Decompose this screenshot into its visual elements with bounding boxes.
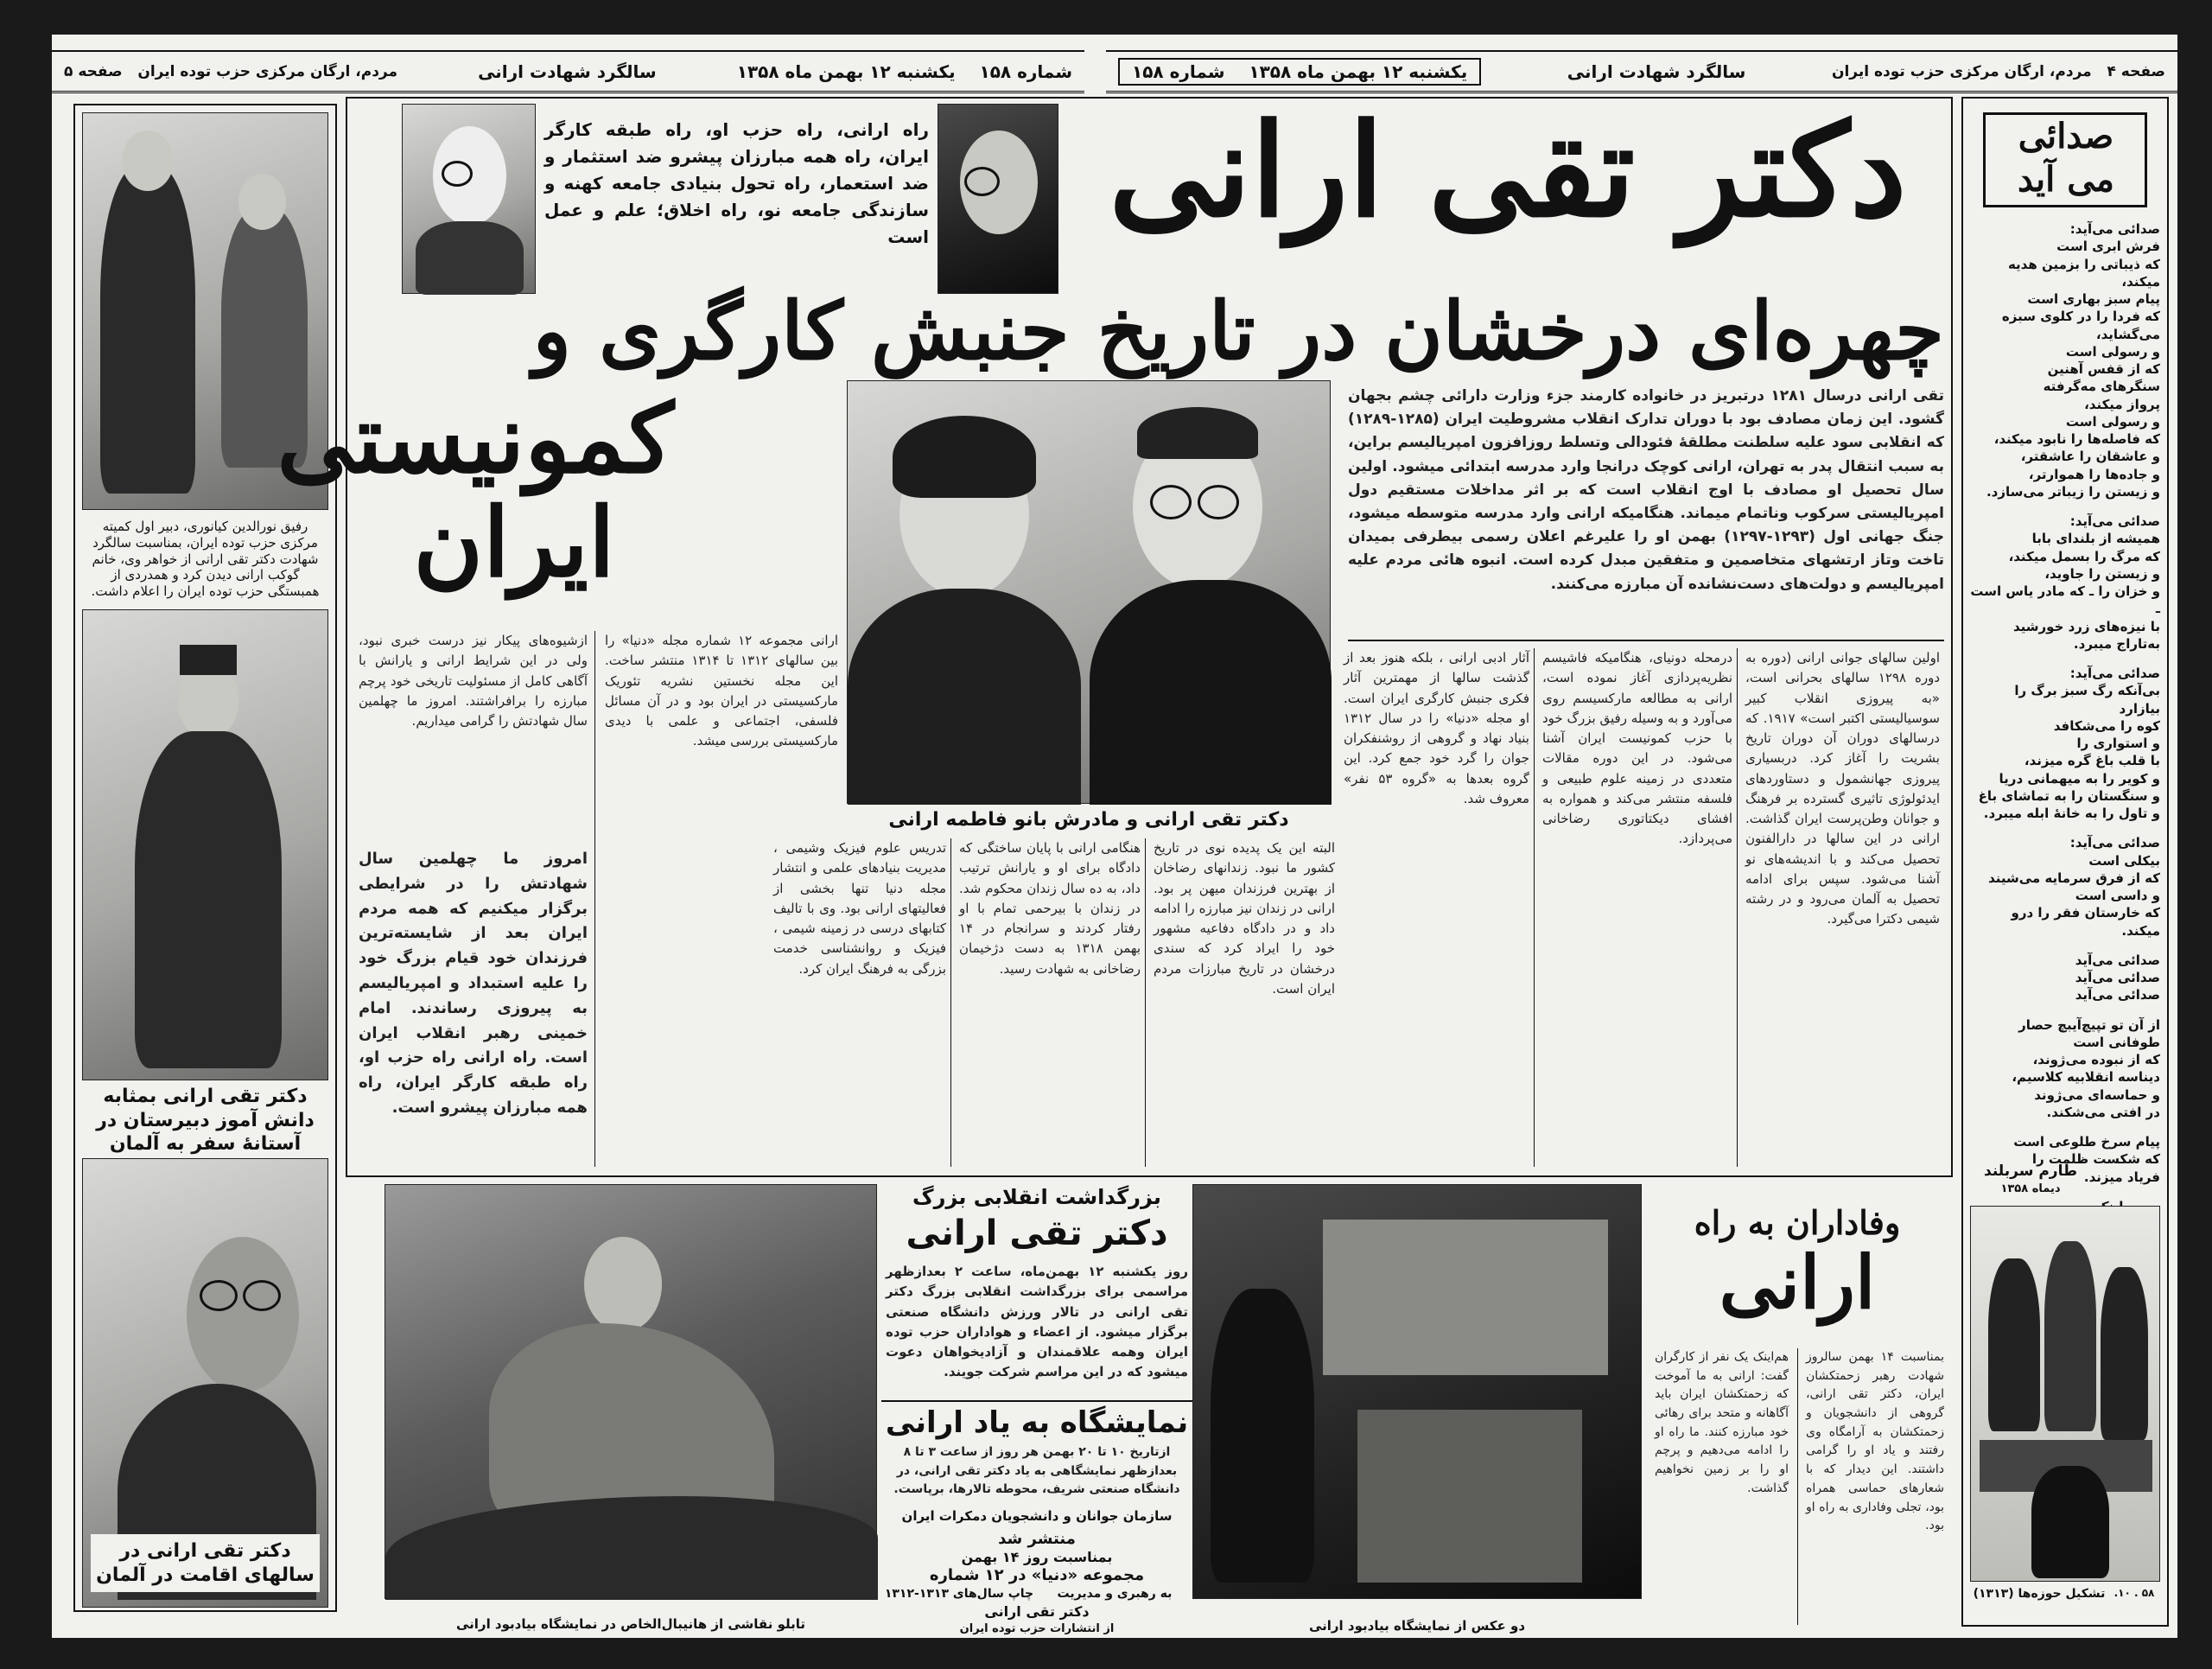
painting-arani [385, 1184, 877, 1599]
woodcut-figure-3 [2101, 1267, 2148, 1440]
photo-student-arani [82, 609, 328, 1080]
poem-stanza: از آن تو تپیچ‌آیبچ حصار طوفانی است که از نبوده می‌ژوند، دیناسه انقلابیه کلاسیم، و حماسه‌ای می‌ژوند در افتی می‌شکند. [2012, 1016, 2160, 1120]
left-photo-1-caption: رفیق نورالدین کیانوری، دبیر اول کمیته مرکزی حزب توده ایران، بمناسبت سالگرد شهادت دکتر تقی ارانی از خواهر وی، خانم گوکب ارانی دیدن کرد و همدردی از همبستگی حزب توده ایران را اعلام داشت. [91, 519, 320, 599]
poem-author: طارم سربلند [1984, 1163, 2077, 1180]
woodcut-figure-4 [2031, 1466, 2109, 1578]
header-left-title: مردم، ارگان مرکزی حزب توده ایران [137, 62, 398, 80]
poem-title-box [1983, 112, 2147, 207]
photo-arani-and-mother [847, 380, 1331, 804]
glasses-right-icon [243, 1280, 281, 1311]
painting-caption: تابلو نقاشی از هانیبال‌الخاص در نمایشگاه بیادبود ارانی [455, 1616, 805, 1632]
text-column-5: هنگامی ارانی با پایان ساختگی که دادگاه برای او و یارانش ترتیب داد، به ده سال زندان محکوم شد. در زندان با بیرحمی تمام با او رفتار کردند و سرانجام در ۱۴ بهمن ۱۳۱۸ به دست دژخیمان رضاخانی به شهادت رسید. [959, 840, 1141, 977]
poem-stanza: صدائی می‌آید صدائی می‌آید صدائی می‌آید [2075, 952, 2160, 1003]
loyal-title-2: ارانی [1719, 1239, 1876, 1325]
loyal-title-1: وفاداران به راه [1694, 1203, 1901, 1242]
header-right-date-box [1118, 58, 1481, 86]
poem-stanza: صدائی می‌آید: بی‌آنکه رگ سبز برگ را بیازارد کوه را می‌شکافد و استواری را با قلب باغ گره میزند، و کویر را به میهمانی دریا و سنگستان را به تماشای باغ و تاول را به خانهٔ ابله میبرد. [1978, 666, 2160, 821]
header-left-anniv: سالگرد شهادت ارانی [478, 61, 657, 82]
dress-mother [848, 589, 1081, 805]
suit-arani [1090, 580, 1332, 805]
col-divider-1 [1737, 648, 1738, 1167]
quote-text: راه ارانی، راه حزب او، راه طبقه کارگر ایران، راه همه مبارزان پیشرو ضد استثمار و ضد استعمار، راه تحول بنیادی جامعه کهنه و سازندگی جامعه نو، راه اخلاق؛ علم و عمل است [544, 119, 929, 247]
poem-title-2: می آید [2018, 159, 2114, 200]
hair-mother [893, 416, 1036, 498]
published-7: از انتشارات حزب توده ایران [959, 1622, 1115, 1635]
header-left-page: صفحه ۵ [64, 62, 123, 80]
exhibit-panel [1357, 1410, 1582, 1583]
headline-subtitle-1: چهره‌ای درخشان در تاریخ جنبش کارگری و [532, 284, 1944, 378]
header-left-date-box [737, 61, 1072, 82]
text-column-3: آثار ادبی ارانی ، بلکه هنوز بعد از گذشت سالها از مهمترین آثار فکری جنبش کارگری ایران است. او مجله «دنیا» را در سال ۱۳۱۲ بنیاد نهاد و گروهی از روشنفکران جوان را گرد خود جمع کرد. این گروه بعدها به «گروه ۵۳ نفر» معروف شد. [1344, 650, 1529, 806]
intro-rule [1348, 640, 1944, 641]
announce-title-2: دکتر تقی ارانی [906, 1214, 1168, 1253]
headline-subtitle-3: ایران [413, 487, 615, 598]
loyal-divider [1797, 1348, 1798, 1625]
painting-face [584, 1237, 662, 1332]
text-column-2: درمحله دونیای، هنگامیکه فاشیسم نظریه‌پردازی آغاز نموده است، ارانی به مطالعه مارکسیسم روی می‌آورد و به وسیله رفیق بزرگ خود با حزب کمونیست ایران آشنا می‌شود. در این دوره مقالات متعددی در زمینه علوم طبیعی و فلسفه منتشر می‌کند و همواره به افشای دیکتاتوری رضاخانی می‌پردازد. [1542, 650, 1732, 847]
woodcut-figure-1 [1988, 1258, 2040, 1431]
col-divider-2 [1534, 648, 1535, 1167]
announce-rule [881, 1400, 1192, 1402]
exhibit-mural [1323, 1220, 1608, 1375]
announce-title-1: بزرگداشت انقلابی بزرگ [912, 1185, 1161, 1209]
exhibit-org: سازمان جوانان و دانشجویان دمکرات ایران [901, 1508, 1173, 1524]
portrait-arani-1 [938, 104, 1058, 294]
arani-glasses-right-icon [1198, 485, 1239, 519]
published-1: منتشر شد [998, 1530, 1076, 1548]
header-right-anniv: سالگرد شهادت ارانی [1567, 61, 1746, 82]
headline-name: دکتر تقی ارانی [1109, 95, 1907, 245]
exhibit-title: نمایشگاه به یاد ارانی [885, 1405, 1189, 1440]
poem-date: دیماه ۱۳۵۸ [2000, 1182, 2061, 1195]
face-germany [187, 1237, 299, 1392]
loyal-text-2: هم‌اینک یک نفر از کارگران گفت: ارانی به ما آموخت که زحمتکشان ایران باید آگاهانه و متحد برای رهائی خود مبارزه کنند. ما راه او را ادامه می‌دهیم و پرچم او را بر زمین نخواهیم گذاشت. [1655, 1350, 1789, 1495]
col-divider-4 [1145, 838, 1146, 1167]
exhibit-photo-caption: دو عکس از نمایشگاه بیادبود ارانی [1308, 1618, 1526, 1634]
announce-text-1: روز یکشنبه ۱۲ بهمن‌ماه، ساعت ۲ بعدازظهر مراسمی برای بزرگداشت انقلابی بزرگ دکتر تقی ارانی در تالار ورزش دانشگاه صنعتی برگزار میشود. از اعضاء و هواداران حزب توده ایران وهمه علاقمندان و آزاد‌یخواهان دعوت میشود که در این مراسم شرکت جویند. [886, 1264, 1188, 1380]
woodcut-figure-2 [2044, 1241, 2096, 1431]
header-left-issue: شماره ۱۵۸ [979, 61, 1072, 82]
header-right-title: مردم، ارگان مرکزی حزب توده ایران [1831, 62, 2092, 80]
header-right-date: یکشنبه ۱۲ بهمن ماه ۱۳۵۸ [1249, 61, 1468, 82]
center-photo-caption: دکتر تقی ارانی و مادرش بانو فاطمه ارانی [888, 809, 1289, 831]
face-woman [238, 174, 286, 230]
text-column-8: ازشیوه‌های پیکار نیز درست خبری نبود، ولی در این شرایط ارانی و یارانش با آگاهی کامل از مسئولیت تاریخی خود پرچم مبارزه را برافراشتند. امروز ما چهلمین سال شهادتش را گرامی میداریم. [359, 633, 588, 729]
text-column-6: تدریس علوم فیزیک وشیمی ، مدیریت بنیادهای علمی و انتشار مجله دنیا تنها بخشی از فعالیتهای ارانی بود. وی با تالیف کتابهای درسی در زمینه شیمی ، فیزیک و روانشناسی خدمت بزرگی به فرهنگ ایران کرد. [773, 840, 946, 977]
figure-student [135, 731, 282, 1068]
text-column-4: البته این یک پدیده نوی در تاریخ کشور ما نبود. زندانهای رضاخان از بهترین فرزندان میهن پر بود. ارانی در زندان نیز مبارزه را ادامه داد و در دادگاه دفاعیه مشهور خود را ایراد کرد که سندی درخشان در تاریخ مبارزات مردم ایران است. [1154, 840, 1335, 997]
header-left-date: یکشنبه ۱۲ بهمن ماه ۱۳۵۸ [736, 61, 956, 82]
loyal-text-1: بمناسبت ۱۴ بهمن سالروز شهادت رهبر زحمتکشان ایران، دکتر تقی ارانی، گروهی از دانشجویان و زحمتکشان به آرامگاه وی رفتند و یاد او را گرامی داشتند. این دیدار که با شعارهای حماسی همراه بود، تجلی وفاداری به راه او بود. [1806, 1350, 1944, 1533]
header-left [52, 50, 1084, 93]
poem-stanza: صدائی می‌آید: همیشه از بلندای بابا که مرگ را بسمل میکند، و زیستن را جاوید، و خزان را ـ که مادر یاس است ـ با نیزه‌های زرد خورشید به‌تاراج میبرد. [1970, 513, 2160, 652]
col-divider-7 [594, 631, 595, 1167]
poem-stanza: صدائی می‌آید: فرش ابری است که ذیباتی را بزمین هدیه میکند، پیام سبز بهاری است که فردا را در کلوی سبزه می‌گشاید، و رسولی است که از قفس آهنین سنگرهای مه‌گرفته پرواز میکند، و رسولی است که فاصله‌ها را نابود میکند، و عاشقان را عاشقتر، و جاده‌ها را هموارتر، و زیستن را زیباتر می‌سازد. [1986, 221, 2160, 500]
poem-stanza: پیام سرخ طلوعی است که شکست ظلمت را فریاد میزند. [2013, 1134, 2160, 1185]
header-right [1106, 50, 2177, 93]
header-right-issue: شماره ۱۵۸ [1132, 61, 1225, 82]
newspaper-spread [52, 35, 2177, 1638]
portrait-2-glasses-icon [442, 161, 473, 187]
painting-ground [385, 1496, 878, 1600]
woodcut-credit: ۵۸ . ۱۰. [2113, 1587, 2155, 1599]
published-2: بمناسبت روز ۱۴ بهمن [961, 1549, 1113, 1565]
header-right-brand [1832, 63, 2165, 80]
poem-title-1: صدائی [2018, 116, 2114, 156]
published-5: به رهبری و مدیریت [1057, 1587, 1173, 1601]
text-column-1: اولین سالهای جوانی ارانی (دوره به دوره ۱۲۹۸ سالهای بحرانی است، «به پیروزی انقلاب کبیر سوسیالیستی اکتبر است» ۱۹۱۷. که درسالهای دوران آن دوران تاریخ بشریت را آغاز کرد. دربسیاری پیروزی جهانشمول و دستاوردهای ایدئولوژی تاثیری گسترده بر فرهنگ و جوانان وطن‌پرست ایران گذاشت. ارانی در این سالها در دارالفنون تحصیل می‌کند و با اندیشه‌های نو آشنا می‌شود. سپس برای ادامه تحصیل به آلمان می‌رود و در رشته شیمی دکترا می‌گیرد. [1745, 650, 1940, 927]
portrait-arani-2 [402, 104, 536, 294]
face-man [122, 131, 174, 191]
left-photo-2-caption: دکتر تقی ارانی بمثابه دانش آموز دبیرستان در آستانهٔ سفر به آلمان [96, 1086, 315, 1155]
woodcut-image [1970, 1206, 2160, 1582]
exhibit-photos [1192, 1184, 1642, 1599]
published-4: چاپ سال‌های ۱۳۱۳-۱۳۱۲ [884, 1587, 1034, 1601]
glasses-left-icon [200, 1280, 238, 1311]
published-3: مجموعه «دنیا» در ۱۲ شماره [929, 1566, 1145, 1584]
hair-arani [1137, 407, 1258, 459]
portrait-1-glasses-icon [964, 167, 1000, 196]
student-cap [180, 645, 237, 675]
header-left-brand [64, 63, 397, 80]
headline-subtitle-2: کمونیستی [276, 383, 674, 494]
arani-glasses-left-icon [1150, 485, 1192, 519]
published-6: دکتر تقی ارانی [984, 1603, 1090, 1620]
header-right-page: صفحه ۴ [2107, 62, 2165, 80]
portrait-2-body [416, 221, 524, 295]
figure-man [100, 165, 195, 494]
col-divider-5 [950, 838, 951, 1167]
exhibit-visitor [1211, 1289, 1314, 1583]
text-column-7: ارانی مجموعه ۱۲ شماره مجله «دنیا» را بین سالهای ۱۳۱۲ تا ۱۳۱۴ منتشر ساخت. این مجله نخستین نشریه تئوریک مارکسیستی در ایران بود و در آن مسائل فلسفی، اجتماعی و علمی با دیدی مارکسیستی بررسی میشد. [605, 633, 838, 749]
intro-text: تقی ارانی درسال ۱۲۸۱ درتبریز در خانواده کارمند جزء وزارت دارائی چشم بجهان گشود. این زمان مصادف بود با دوران تدارک انقلاب مشروطیت ایران (۱۲۸۵-۱۲۸۹) که انقلابی سود علیه سلطنت مطلقهٔ فئودالی وتسلط روزافزون امپریالیسم براین، به سبب انتقال پدر به تهران، ارانی کوچک درانجا وارد مدرسه ابتدائی میشود. اولین سال تحصیل او مصادف با اوج انقلاب است که بر اثر مداخلات مستقیم دول امپریالیستی سرکوب وناتمام میماند. هنگامیکه ارانی وارد مدرسه متوسطه میشود، جنگ جهانی اول (۱۲۹۳-۱۲۹۷) بهمن او را علیرغم اعلان رسمی بیطرفی بمیدان تاخت وتاز ارتشهای متخاصمین و متفقین مبدل کرده است. انبوه هائی مردم علیه امپریالیسم و دولت‌های دست‌نشانده آن مبارزه می‌کنند. [1348, 387, 1944, 593]
text-column-9: امروز ما چهلمین سال شهادتش را در شرایطی برگزار میکنیم که همه مردم ایران بعد از شایسته‌ترین فرزندان خود قیام بزرگ خود را علیه استبداد و امپریالیسم به پیروزی رساندند. امام خمینی رهبر انقلاب ایران است. راه ارانی راه حزب او، راه طبقه کارگر ایران، راه همه مبارزان پیشرو است. [359, 850, 588, 1117]
woodcut-caption: تشکیل حوزه‌ها (۱۳۱۳) [1973, 1587, 2106, 1601]
poem-stanza: صدائی می‌آید: بیکلی است که از فرق سرمایه می‌شیند و داسی است که خارستان فقر را درو میکند. [1988, 835, 2160, 939]
exhibit-text: ازتاریخ ۱۰ تا ۲۰ بهمن هر روز از ساعت ۳ تا ۸ بعدازظهر نمایشگاهی به یاد دکتر تقی ارانی، در دانشگاه صنعتی شریف، محوطه تالارها، برپاست. [893, 1445, 1180, 1497]
left-photo-3-caption: دکتر تقی ارانی در سالهای اقامت در آلمان [91, 1534, 320, 1592]
